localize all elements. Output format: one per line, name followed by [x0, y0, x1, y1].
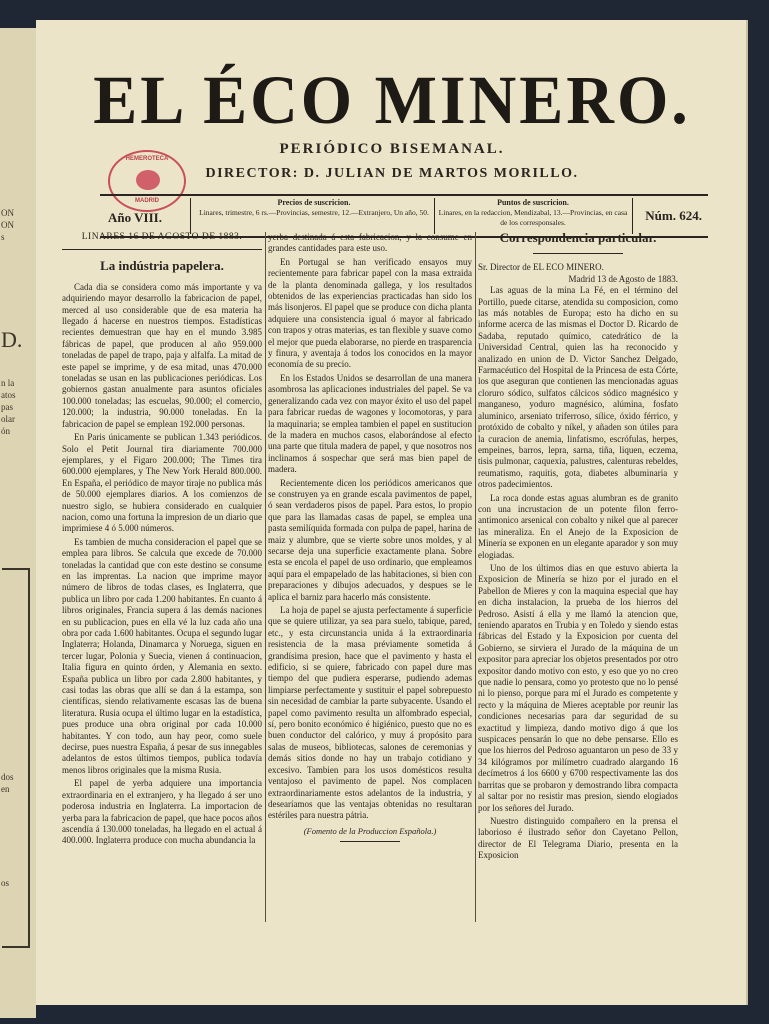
issue-number: Núm. 624.: [645, 208, 702, 223]
masthead-title: EL ÉCO MINERO.: [93, 62, 691, 139]
paragraph: Nuestro distinguido compañero en la prensa el laborioso é ilustrado señor don Cayetano Pellon, director de El Telegrama Diario, presenta en la Exposicion: [478, 815, 678, 861]
column-rule: [265, 232, 266, 922]
paragraph: Las aguas de la mina La Fé, en el término del Portillo, puede citarse, atendida su composicion, como las más notables de Europa; esto ha dicho en su informe acerca de las mismas el Doctor D. Ricardo de Sadaba, reputado químico, catedrático de la Universidad Central, quien las ha reconocido y analizado en union de D. Victor Sanchez Delgado, Farmacéutico del Hospital de la Princesa de esta Córte, los que aseguran que contienen las mencionadas aguas cloruro sódico, sulfatos cálcicos sódico magnésico y manganeso, yoduro magnésico, alúmina, fosfato aluminico, arseniato triferroso, sílice, óxido férrico, y protóxido de cobalto y níkel, y añaden son útiles para la curacion de anemia, linfatismo, escrófulas, herpes, empeines, barros, lepra, sarna, tiña, liquen, eczema, tisis pulmonar, caquexia, palustres, calenturas rebeldes, reumatismo, raquitis, gota, diabetes albuminaria y otros padecimientos.: [478, 285, 678, 490]
paragraph: Cada dia se considera como más importante y va adquiriendo mayor desarrollo la fabricacion de papel, merced al uso considerable que de esa materia ha llegado á hacerse en nuestros tiempos. Estadísticas recientes demuestran que hay en el mundo 3.985 fábricas de papel, que producen al año 959.000 toneladas de papel de trapo, paja y alfalfa. La mitad de este papel se imprime, y de esa mitad, unas 470.000 toneladas se usan en las publicaciones periódicas. Los gobiernos gastan anualmente para asuntos oficiales 100.000 toneladas; las escuelas, 90.000; el comercio, 120.000; la industria, 90.000 toneladas. En la fabricacion de papel se emplean 192.000 personas.: [62, 281, 262, 429]
column-3: [478, 232, 678, 932]
fragment: olar: [1, 414, 15, 424]
column-2: [268, 232, 472, 932]
adjacent-page-edge: [0, 28, 36, 1018]
divider: [533, 253, 623, 254]
divider: [434, 198, 435, 234]
fragment: os: [1, 878, 10, 888]
stamp-top-text: HEMEROTECA: [125, 156, 169, 162]
fragment: ON: [1, 220, 14, 230]
paragraph: En Portugal se han verificado ensayos muy recientemente para fabricar papel con la masa extraida de la planta denominada gallega, y los resultados obtenidos de las experiencias practicadas han sido los más lisonjeros. El papel que se produce con dicha planta adquiere una consistencia igual ó mayor al fabricado con trapos y otras materias, es tan flexible y suave como el mejor que pueda elaborarse, no pierde en trasparencia y finura, y aventaja á todos los conocidos en la mayor economía de su precio.: [268, 256, 472, 370]
dateline: LINARES 16 DE AGOSTO DE 1883.: [81, 232, 243, 242]
stamp-bottom-text: MADRID: [135, 198, 159, 204]
section-headline: Correspondencia particular.: [499, 232, 657, 245]
paragraph: En Paris únicamente se publican 1.343 periódicos. Solo el Petit Journal tira diariamente 700.000 ejemplares, y el Figaro 200.000; The Times tira 600.000 ejemplares, y The New York Herald 800.000. En España, el periódico de mayor tiraje no publica más de 50.000 ejemplares diarios. A los comienzos de nuestro siglo, se hubiera considerado en cualquier nacion, como una fortuna la impresion de un diario que imprimiese 4 ó 5.000 números.: [62, 432, 262, 534]
paragraph: Es tambien de mucha consideracion el papel que se emplea para libros. Se calcula que excede de 70.000 toneladas la cantidad que con este destino se consume en las imprentas. La nacion que imprime mayor número de libros de todas clases, es Inglaterra, que publica un libro por cada 1.200 habitantes. En cuanto á libros originales, Francia supera á las demás naciones en su publicacion, pues en ella vé la luz cada año una obra por cada 1.600 habitantes. Ocupa el segundo lugar Inglaterra; Holanda, Dinamarca y Noruega, siguen en tercer lugar, Polonia y Suecia, vienen á continuacion, Italia figura en quinto órden, y Alemania en sexto. España publica un libro por cada 2.800 habitantes, y casi todas las obras que allí se dan á la estampa, son científicas, siendo relativamente escasas las de buena literatura. Rusia ocupa el último lugar en la estadística, pues produce una obra original por cada 10.000 habitantes. Y con todo, aun hay peor, como suele decirse, pues nuestra España, á pesar de sus innegables adelantos de estos últimos tiempos, publica todavía menos libros originales que la misma Rusia.: [62, 536, 262, 775]
points-box: [438, 198, 628, 234]
divider: [190, 198, 191, 234]
fragment: D.: [1, 327, 23, 352]
column-rule: [475, 232, 476, 922]
paragraph: En los Estados Unidos se desarrollan de una manera asombrosa las aplicaciones industriales del papel. Se va generalizando cada vez con mayor éxito el uso del papel para fabricar ruedas de wagones y locomotoras, y para la maquinaria; se emplea tambien el papel en sustitucion de la madera en muchos casos, elaborándose al efecto una parte que titula madera de papel, y que nosotros nos inclinamos á sospechar que será mas bien papel de madera.: [268, 372, 472, 475]
fragment: en: [1, 784, 10, 794]
fragment: pas: [1, 402, 13, 412]
points-title: Puntos de suscricion.: [497, 198, 569, 207]
year-label: Año VIII.: [108, 210, 162, 225]
paragraph: La roca donde estas aguas alumbran es de granito con una incrustacion de un potente filon ferro-antimonico arsenical con cobalto y nikel que al parecer las mineraliza. En el Anejo de la Exposicion de Minería se exponen en un elegante aparador y son muy elogiadas.: [478, 492, 678, 560]
column-1: [62, 232, 262, 932]
adjacent-page-border: [2, 568, 30, 948]
prices-box: [198, 198, 430, 234]
fragment: atos: [1, 390, 16, 400]
letter-dateline: Madrid 13 de Agosto de 1883.: [568, 273, 678, 284]
prices-title: Precios de suscricion.: [277, 198, 351, 207]
stamp-emblem-icon: [136, 170, 160, 190]
divider: [62, 249, 262, 250]
fragment: n la: [1, 378, 15, 388]
paragraph: El papel de yerba adquiere una importancia extraordinaria en el extranjero, y ha llegado á ser uno poderosa industria en Inglaterra. La importacion de yerba para la fabricacion de papel, que hace pocos años ascendía á 130.000 toneladas, ha llegado en el actual á 400.000. Inglaterra produce con mucha abundancia la: [62, 778, 262, 846]
fragment: ón: [1, 426, 10, 436]
fragment: ON: [1, 208, 14, 218]
director-line: DIRECTOR: D. JULIAN DE MARTOS MORILLO.: [205, 166, 579, 181]
fragment: dos: [1, 772, 14, 782]
salutation: Sr. Director de EL ECO MINERO.: [478, 262, 604, 273]
paragraph: Uno de los últimos dias en que estuvo abierta la Exposicion de Minería se hizo por el jurado en el Pabellon de Mieres y con la maquina especial que hay en dicha instalacion, la prueba de los hierros del Pedroso. Asistí á ella y me llamó la atencion que, teniendo aparatos en Trubia y en Toledo y siendo estas fábricas del Estado y la Exposicion por cuenta del Gobierno, se sirviera el Jurado de la máquina de un expositor para apreciar los objetos presentados por otro expositor dando motivo con esto, y eso que yo no creo que nadie lo pensara, como yo protesto que no lo pensé ni lo pienso, porque para mí el Jurado es competente y recto y la máquina de Mieres aceptable por reunir las condiciones necesarias para dar seguridad de su exactitud y limpieza, dando motivo digo á que los suspicaces pensarán lo que no debe pensarse. Ello es que los hierros del Pedroso aguantaron un peso de 33 y 34 kilógramos por milímetro cuadrado alargando 16 decímetros á los 6600 y 6700 respectivamente las dos barritas que se probaron y demostrando libra compacta al saltar por no resistir mas presion, siendo elogiados por los señores del Jurado.: [478, 562, 678, 813]
paragraph: La hoja de papel se ajusta perfectamente á superficie que se quiere utilizar, ya sea para suelo, tabique, pared, etc., y esta circunstancia unida á la extraordinaria resistencia de la masa préviamente sometida á grandísima presion, hace que el pavimento y hasta el edificio, si se quiere, fabricado con papel dure mas tiempo del que pudiera esperarse, pudiendo ademas limpiarse perfectamente y sustituir el papel sobrepuesto sin necesidad de cambiar la parte subyacente. Usando el papel como pavimento resulta un alfombrado especial, sí, pero bonito económico é higiénico, puesto que no es buen conductor del calórico, y muy á propósito para salas de museos, bibliotecas, salones de ceremonias y demás sitios donde no hay un trabajo cotidiano y excesivo. Tambien para los usos domésticos resulta ventajoso el pavimento de papel. Nos complacen extraordinariamente estos adelantos de la industria, y desearíamos que las ventajas obtenidas no resultaran estériles para nuestra pátria.: [268, 605, 472, 821]
source-credit: (Fomento de la Produccion Española.): [303, 825, 437, 836]
paragraph: Recientemente dicen los periódicos americanos que se construyen ya en grande escala pavimentos de papel, ó sean verdaderos pisos de papel. Para estos, lo propio que para las llamadas casas de papel, se emplea una pasta semilíquida formada con pulpa de papel, harina de maiz y alumbre, que se vierte sobre unos moldes, y al secarse deja una superficie exactamente plana. Sobre esta se encola el papel de uso ordinario, que empleamos aquí para el empapelado de las habitaciones, si bien con preparaciones y dibujos adecuados, y despues se le aplica el barniz para hacerlo más consistente.: [268, 477, 472, 602]
paragraph: yerba destinada á esta fabricacion, y la consume en grandes cantidades para este uso.: [268, 232, 472, 254]
divider: [632, 198, 633, 234]
masthead-subtitle: PERIÓDICO BISEMANAL.: [279, 141, 505, 157]
fragment: s: [1, 232, 5, 242]
divider: [340, 841, 400, 842]
points-text: Linares, en la redaccion, Mendizabal, 13.—Provincias, en casa de los corresponsales.: [438, 208, 628, 227]
prices-text: Linares, trimestre, 6 rs.—Provincias, semestre, 12.—Extranjero, Un año, 50.: [199, 208, 429, 217]
article-headline: La indústria papelera.: [100, 258, 224, 274]
